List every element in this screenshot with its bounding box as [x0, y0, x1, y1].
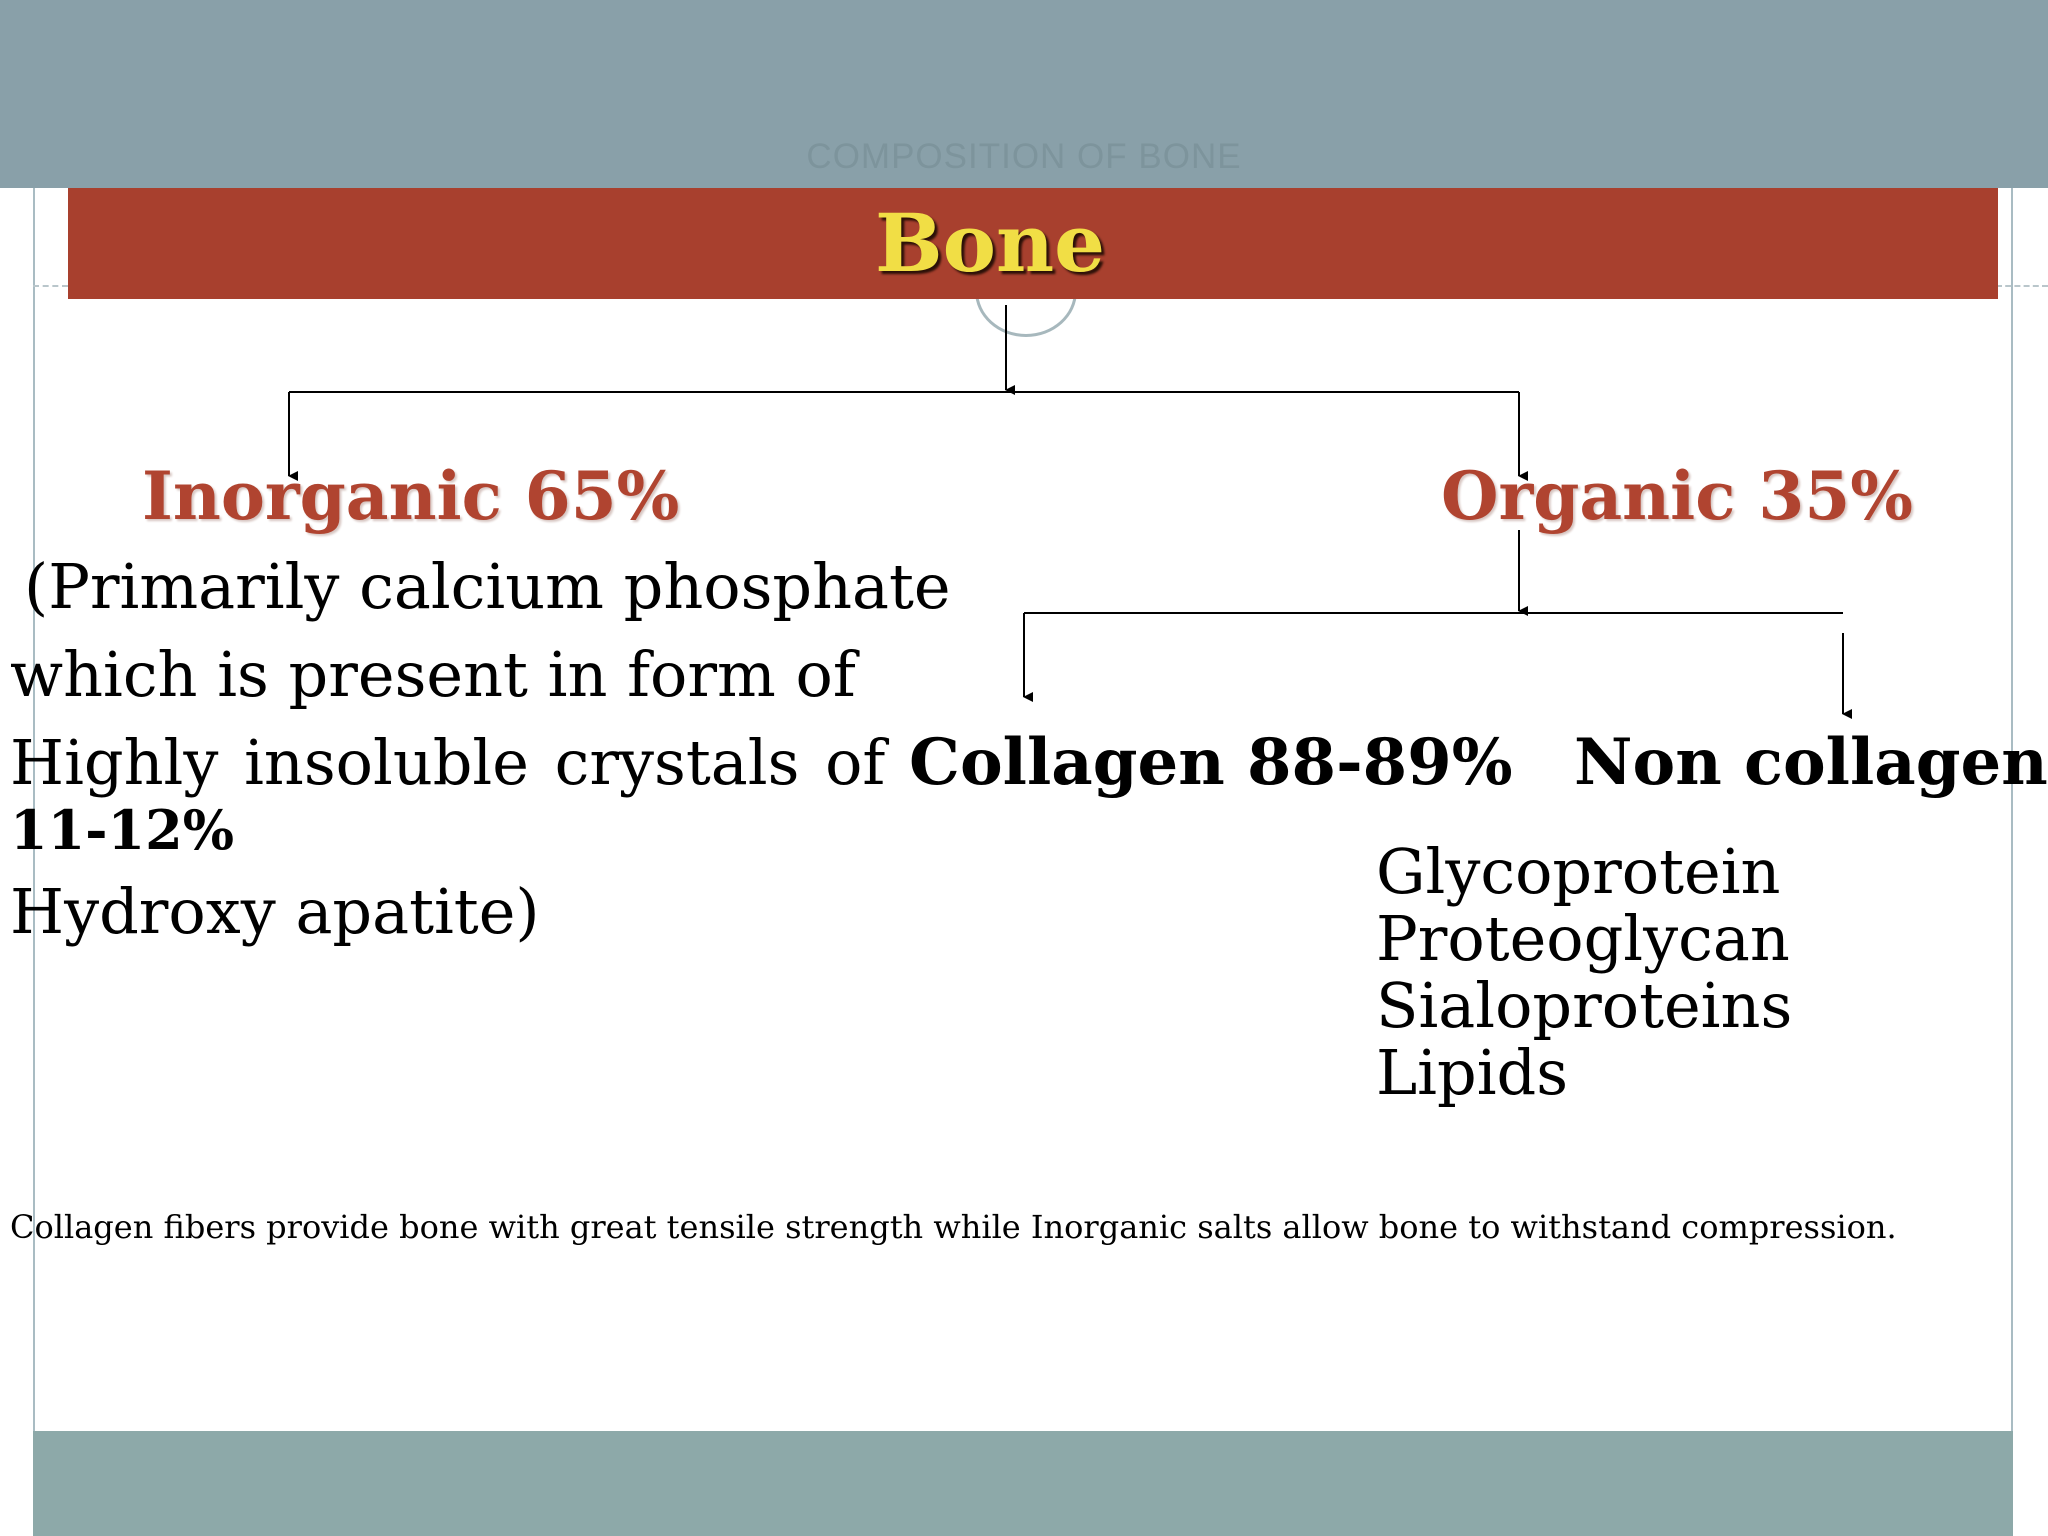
- non-collagen-label: Non collagen: [1574, 725, 2048, 800]
- non-collagen-item: Glycoprotein: [1376, 835, 1781, 908]
- inorganic-desc-line3: Highly insoluble crystals of: [10, 726, 886, 799]
- collagen-label: Collagen 88-89%: [909, 725, 1513, 800]
- inorganic-heading: Inorganic 65%: [142, 457, 680, 535]
- inorganic-desc-line1: (Primarily calcium phosphate: [24, 550, 951, 623]
- inorganic-desc-percent: 11-12%: [10, 798, 235, 862]
- non-collagen-item: Lipids: [1376, 1036, 1569, 1109]
- non-collagen-item: Proteoglycan: [1376, 902, 1790, 975]
- inorganic-desc-line2: which is present in form of: [10, 638, 856, 711]
- organic-heading: Organic 35%: [1441, 457, 1913, 535]
- inorganic-desc-line4: Hydroxy apatite): [10, 875, 540, 948]
- bone-root-label: Bone: [874, 196, 1106, 290]
- slide-title: COMPOSITION OF BONE: [806, 137, 1242, 176]
- footer-note: Collagen fibers provide bone with great tensile strength while Inorganic salts allow bone to withstand compression.: [10, 1208, 1897, 1246]
- non-collagen-item: Sialoproteins: [1376, 969, 1793, 1042]
